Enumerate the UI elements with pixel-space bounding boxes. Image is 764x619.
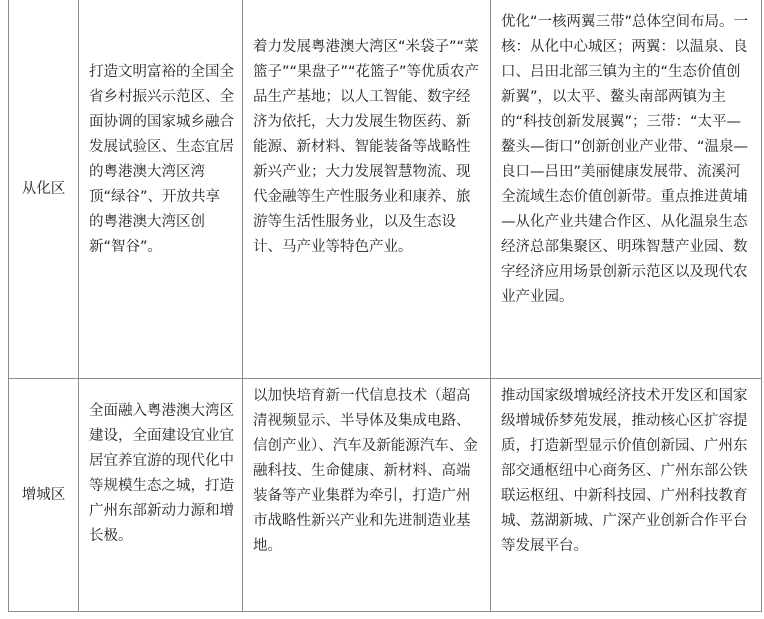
industry-cell — [243, 379, 491, 612]
layout-text: 推动国家级增城经济技术开发区和国家级增城侨梦苑发展，推动核心区扩容提质，打造新型显示价值创新园、广州东部交通枢纽中心商务区、广州东部公铁联运枢纽、中新科技园、广州科技教育城、荔湖新城、广深产业创新合作平台等发展平台。 — [501, 388, 748, 554]
region-name: 增城区 — [21, 486, 66, 503]
industry-text: 以加快培育新一代信息技术（超高清视频显示、半导体及集成电路、信创产业）、汽车及新能源汽车、金融科技、生命健康、新材料、高端装备等产业集群为牵引，打造广州市战略性新兴产业和先进制造业基地。 — [253, 388, 478, 554]
positioning-text: 打造文明富裕的全国全省乡村振兴示范区、全面协调的国家城乡融合发展试验区、生态宜居的粤港澳大湾区湾顶“绿谷”、开放共享的粤港澳大湾区创新“智谷”。 — [89, 64, 234, 255]
layout-cell — [491, 0, 762, 379]
region-development-table — [8, 0, 762, 612]
positioning-text: 全面融入粤港澳大湾区建设，全面建设宜业宜居宜养宜游的现代化中等规模生态之城，打造广州东部新动力源和增长极。 — [89, 403, 234, 544]
industry-text: 着力发展粤港澳大湾区“米袋子”“菜篮子”“果盘子”“花篮子”等优质农产品生产基地；以人工智能、数字经济为依托，大力发展生物医药、新能源、新材料、智能装备等战略性新兴产业；大力发展智慧物流、现代金融等生产性服务业和康养、旅游等生活性服务业，以及生态设计、马产业等特色产业。 — [253, 39, 480, 255]
table-row — [9, 379, 762, 612]
industry-cell — [243, 0, 491, 379]
positioning-cell — [79, 0, 243, 379]
table-row — [9, 0, 762, 379]
layout-cell — [491, 379, 762, 612]
region-name: 从化区 — [21, 180, 66, 197]
positioning-cell — [79, 379, 243, 612]
region-name-cell — [9, 0, 79, 379]
layout-text: 优化“一核两翼三带”总体空间布局。一核：从化中心城区；两翼：以温泉、良口、吕田北部三镇为主的“生态价值创新翼”，以太平、鳌头南部两镇为主的“科技创新发展翼”；三带：“太平—鳌头—街口”创新创业产业带、“温泉—良口—吕田”美丽健康发展带、流溪河全流域生态价值创新带。重点推进黄埔—从化产业共建合作区、从化温泉生态经济总部集聚区、明珠智慧产业园、数字经济应用场景创新示范区以及现代农业产业园。 — [501, 14, 749, 305]
region-name-cell — [9, 379, 79, 612]
